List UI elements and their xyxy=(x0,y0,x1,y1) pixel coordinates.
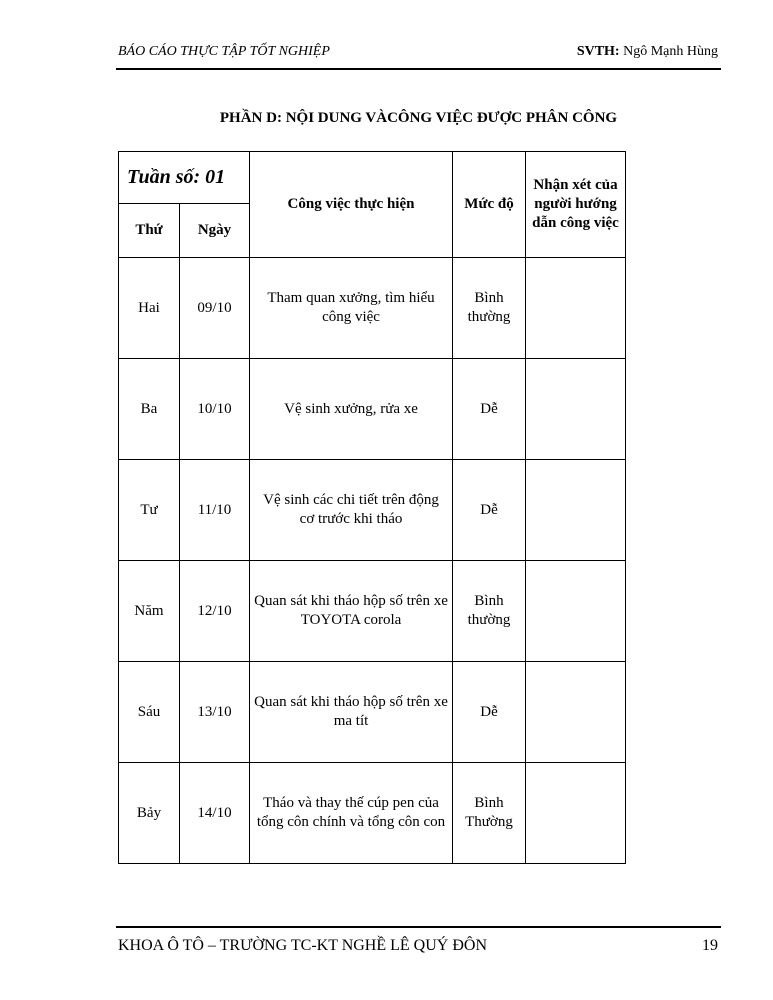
row-level: Dễ xyxy=(453,662,526,763)
table-row xyxy=(119,662,626,763)
table-row xyxy=(119,763,626,864)
row-day: Sáu xyxy=(119,662,180,763)
row-level: Bình Thường xyxy=(453,763,526,864)
table-row xyxy=(119,561,626,662)
row-day: Ba xyxy=(119,359,180,460)
row-comment xyxy=(526,359,626,460)
row-day: Hai xyxy=(119,258,180,359)
row-task: Vệ sinh xưởng, rửa xe xyxy=(250,359,453,460)
header-level: Mức độ xyxy=(453,152,526,258)
row-comment xyxy=(526,561,626,662)
row-day: Bảy xyxy=(119,763,180,864)
row-day: Năm xyxy=(119,561,180,662)
row-task: Tham quan xưởng, tìm hiểu công việc xyxy=(250,258,453,359)
header-date: Ngày xyxy=(180,204,250,258)
row-task: Tháo và thay thế cúp pen của tổng côn chính và tổng côn con xyxy=(250,763,453,864)
table-row xyxy=(119,460,626,561)
footer-rule xyxy=(116,926,721,928)
page-title: PHẦN D: NỘI DUNG VÀCÔNG VIỆC ĐƯỢC PHÂN CÔNG xyxy=(219,110,618,126)
table-row xyxy=(119,359,626,460)
header-report-title: BÁO CÁO THỰC TẬP TỐT NGHIỆP xyxy=(118,44,330,59)
row-date: 10/10 xyxy=(180,359,250,460)
row-level: Dễ xyxy=(453,359,526,460)
header-student-label: SVTH: xyxy=(576,44,620,59)
header-comment: Nhận xét của người hướng dẫn công việc xyxy=(526,152,626,258)
row-date: 11/10 xyxy=(180,460,250,561)
header-day: Thứ xyxy=(119,204,180,258)
header-student-name: Ngô Mạnh Hùng xyxy=(623,44,718,59)
row-comment xyxy=(526,258,626,359)
header-rule xyxy=(116,68,721,70)
row-comment xyxy=(526,460,626,561)
page-number: 19 xyxy=(702,937,718,954)
row-day: Tư xyxy=(119,460,180,561)
row-date: 09/10 xyxy=(180,258,250,359)
row-task: Quan sát khi tháo hộp số trên xe TOYOTA corola xyxy=(250,561,453,662)
row-level: Dễ xyxy=(453,460,526,561)
week-number: Tuần số: 01 xyxy=(119,152,250,204)
work-schedule-table xyxy=(118,151,626,864)
row-level: Bình thường xyxy=(453,561,526,662)
header-student xyxy=(577,44,718,60)
row-date: 14/10 xyxy=(180,763,250,864)
row-level: Bình thường xyxy=(453,258,526,359)
row-date: 12/10 xyxy=(180,561,250,662)
row-date: 13/10 xyxy=(180,662,250,763)
row-task: Quan sát khi tháo hộp số trên xe ma tít xyxy=(250,662,453,763)
footer-department: KHOA Ô TÔ – TRƯỜNG TC-KT NGHỀ LÊ QUÝ ĐÔN xyxy=(118,937,487,954)
row-comment xyxy=(526,662,626,763)
row-comment xyxy=(526,763,626,864)
row-task: Vệ sinh các chi tiết trên động cơ trước khi tháo xyxy=(250,460,453,561)
header-task: Công việc thực hiện xyxy=(250,152,453,258)
table-row xyxy=(119,258,626,359)
